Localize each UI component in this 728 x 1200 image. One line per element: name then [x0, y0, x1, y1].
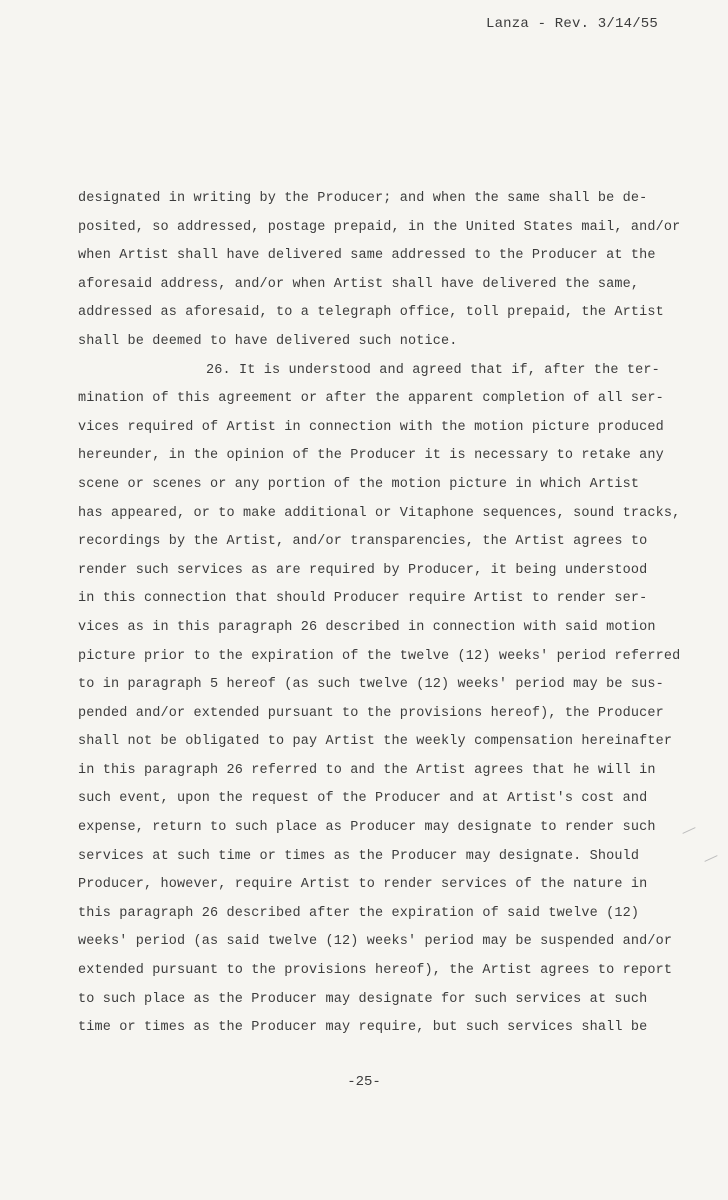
text-line: time or times as the Producer may require, but such services shall be	[78, 1020, 648, 1036]
text-line: Producer, however, require Artist to render services of the nature in	[78, 877, 648, 893]
body-text	[78, 185, 708, 1043]
text-line: vices as in this paragraph 26 described in connection with said motion	[78, 619, 656, 635]
text-line: hereunder, in the opinion of the Producer it is necessary to retake any	[78, 448, 664, 464]
text-line: vices required of Artist in connection with the motion picture produced	[78, 419, 664, 435]
text-line: shall be deemed to have delivered such notice.	[78, 333, 458, 349]
text-line: aforesaid address, and/or when Artist shall have delivered the same,	[78, 276, 640, 292]
text-line: mination of this agreement or after the apparent completion of all ser-	[78, 391, 664, 407]
text-line: to such place as the Producer may designate for such services at such	[78, 991, 648, 1007]
text-line: such event, upon the request of the Producer and at Artist's cost and	[78, 791, 648, 807]
text-line: posited, so addressed, postage prepaid, in the United States mail, and/or	[78, 219, 681, 235]
page-header: Lanza - Rev. 3/14/55	[485, 16, 658, 32]
text-line: when Artist shall have delivered same addressed to the Producer at the	[78, 248, 656, 264]
text-line: addressed as aforesaid, to a telegraph office, toll prepaid, the Artist	[78, 305, 664, 321]
text-line: has appeared, or to make additional or Vitaphone sequences, sound tracks,	[78, 505, 681, 521]
text-line: expense, return to such place as Producer may designate to render such	[78, 820, 656, 836]
text-line: extended pursuant to the provisions hereof), the Artist agrees to report	[78, 963, 673, 979]
text-line: in this connection that should Producer require Artist to render ser-	[78, 591, 648, 607]
text-line: this paragraph 26 described after the expiration of said twelve (12)	[78, 905, 640, 921]
text-line: designated in writing by the Producer; and when the same shall be de-	[78, 191, 648, 206]
text-line: scene or scenes or any portion of the motion picture in which Artist	[78, 476, 640, 492]
text-line: picture prior to the expiration of the twelve (12) weeks' period referred	[78, 648, 681, 664]
text-line: shall not be obligated to pay Artist the weekly compensation hereinafter	[78, 734, 673, 750]
text-line: pended and/or extended pursuant to the provisions hereof), the Producer	[78, 705, 664, 721]
text-line: weeks' period (as said twelve (12) weeks' period may be suspended and/or	[78, 934, 673, 950]
text-line: services at such time or times as the Producer may designate. Should	[78, 848, 640, 864]
page-number: -25-	[347, 1074, 381, 1090]
text-line: recordings by the Artist, and/or transparencies, the Artist agrees to	[78, 534, 648, 550]
text-line: render such services as are required by Producer, it being understood	[78, 562, 648, 578]
paragraph-26-start: 26. It is understood and agreed that if, after the ter-	[206, 362, 660, 378]
text-line: to in paragraph 5 hereof (as such twelve (12) weeks' period may be sus-	[78, 677, 664, 693]
text-line: in this paragraph 26 referred to and the Artist agrees that he will in	[78, 762, 656, 778]
